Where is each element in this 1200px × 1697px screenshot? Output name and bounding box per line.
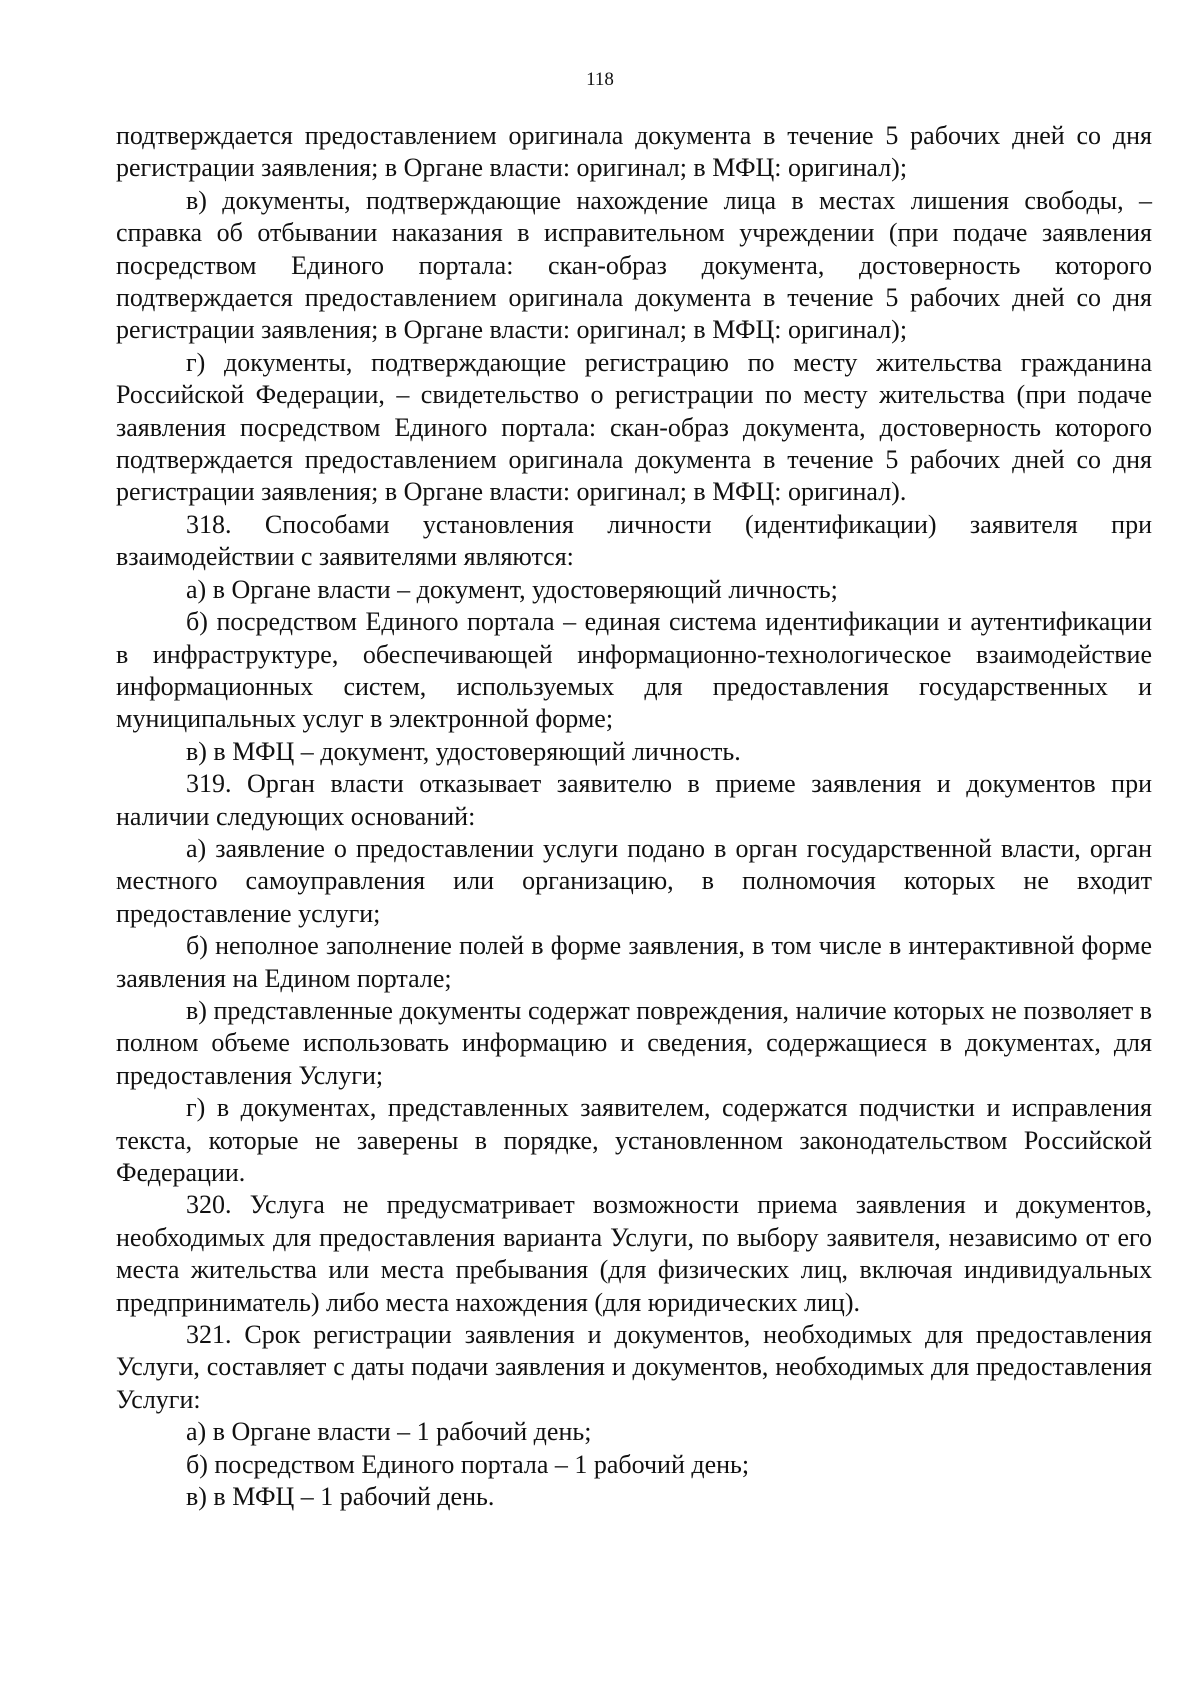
paragraph: б) неполное заполнение полей в форме заявления, в том числе в интерактивной форме заявления на Едином портале;: [116, 931, 1152, 993]
paragraph: в) в МФЦ – документ, удостоверяющий личность.: [186, 736, 741, 766]
paragraph: а) в Органе власти – 1 рабочий день;: [186, 1417, 592, 1447]
page-number: 118: [586, 69, 614, 90]
paragraph: 318. Способами установления личности (идентификации) заявителя при взаимодействии с заявителями являются:: [116, 509, 1152, 572]
paragraph: г) документы, подтверждающие регистрацию по месту жительства гражданина Российской Федерации, – свидетельство о регистрации по месту жительства (при подаче заявления посредством Единого портала: скан-образ документа, достоверность которого подтверждается предоставлением оригинала документа в течение 5 рабочих дней со дня регистрации заявления; в Органе власти: оригинал; в МФЦ: оригинал).: [116, 347, 1152, 507]
paragraph: а) в Органе власти – документ, удостоверяющий личность;: [186, 574, 838, 604]
paragraph: а) заявление о предоставлении услуги подано в орган государственной власти, орган местного самоуправления или организацию, в полномочия которых не входит предоставление услуги;: [116, 833, 1152, 928]
paragraph: б) посредством Единого портала – 1 рабочий день;: [186, 1449, 750, 1479]
paragraph: 320. Услуга не предусматривает возможности приема заявления и документов, необходимых для предоставления варианта Услуги, по выбору заявителя, независимо от его места жительства или места пребывания (для физических лиц, включая индивидуальных предприниматель) либо места нахождения (для юридических лиц).: [116, 1190, 1152, 1317]
paragraph: в) документы, подтверждающие нахождение лица в местах лишения свободы, – справка об отбывании наказания в исправительном учреждении (при подаче заявления посредством Единого портала: скан-образ документа, достоверность которого подтверждается предоставлением оригинала документа в течение 5 рабочих дней со дня регистрации заявления; в Органе власти: оригинал; в МФЦ: оригинал);: [116, 185, 1152, 345]
paragraph: 319. Орган власти отказывает заявителю в приеме заявления и документов при наличии следующих оснований:: [116, 769, 1152, 831]
paragraph: в) представленные документы содержат повреждения, наличие которых не позволяет в полном объеме использовать информацию и сведения, содержащиеся в документах, для предоставления Услуги;: [116, 995, 1152, 1090]
paragraph: подтверждается предоставлением оригинала документа в течение 5 рабочих дней со дня регистрации заявления; в Органе власти: оригинал; в МФЦ: оригинал);: [116, 121, 1152, 183]
paragraph: в) в МФЦ – 1 рабочий день.: [186, 1482, 495, 1512]
paragraph: 321. Срок регистрации заявления и документов, необходимых для предоставления Услуги, составляет с даты подачи заявления и документов, необходимых для предоставления Услуги:: [116, 1320, 1152, 1414]
paragraph: г) в документах, представленных заявителем, содержатся подчистки и исправления текста, которые не заверены в порядке, установленном законодательством Российской Федерации.: [116, 1093, 1152, 1187]
paragraph: б) посредством Единого портала – единая система идентификации и аутентификации в инфраструктуре, обеспечивающей информационно-технологическое взаимодействие информационных систем, используемых для предоставления государственных и муниципальных услуг в электронной форме;: [116, 607, 1152, 734]
document-body: [116, 120, 1152, 1513]
